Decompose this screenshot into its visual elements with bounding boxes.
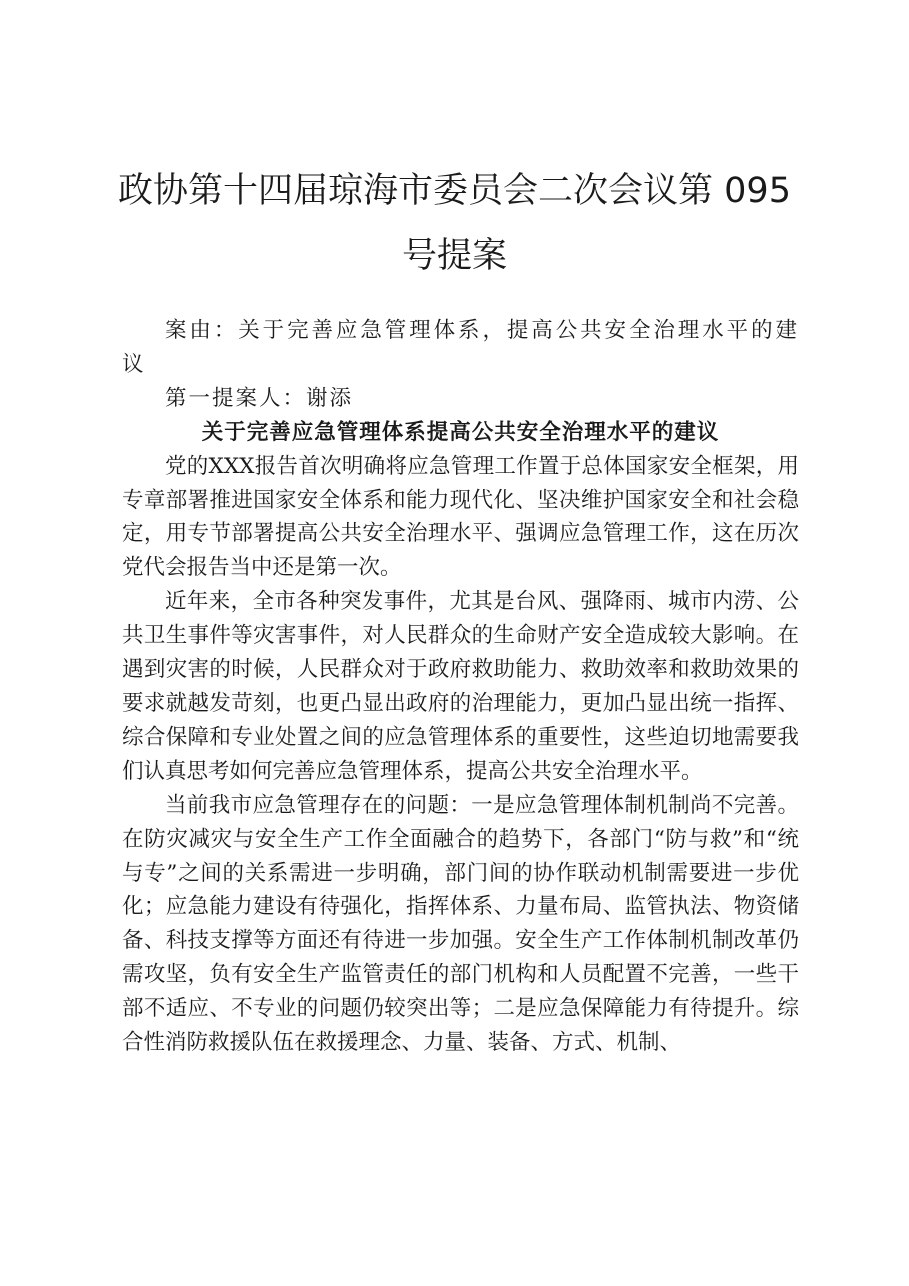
paragraph-1: 党的XXX报告首次明确将应急管理工作置于总体国家安全框架，用专章部署推进国家安全体系和能力现代化、坚决维护国家安全和社会稳定，用专节部署提高公共安全治理水平、强调应急管理工作，这在历次党代会报告当中还是第一次。: [122, 453, 799, 581]
paragraph-3: 当前我市应急管理存在的问题：一是应急管理体制机制尚不完善。在防灾减灾与安全生产工作全面融合的趋势下，各部门“防与救”和“统与专”之间的关系需进一步明确，部门间的协作联动机制需要进一步优化；应急能力建设有待强化，指挥体系、力量布局、监管执法、物资储备、科技支撑等方面还有待进一步加强。安全生产工作体制机制改革仍需攻坚，负有安全生产监管责任的部门机构和人员配置不完善，一些干部不适应、不专业的问题仍较突出等；二是应急保障能力有待提升。综合性消防救援队伍在救援理念、力量、装备、方式、机制、: [122, 792, 799, 1056]
paragraph-2: 近年来，全市各种突发事件，尤其是台风、强降雨、城市内涝、公共卫生事件等灾害事件，对人民群众的生命财产安全造成较大影响。在遇到灾害的时候，人民群众对于政府救助能力、救助效率和救助效果的要求就越发苛刻，也更凸显出政府的治理能力，更加凸显出统一指挥、综合保障和专业处置之间的应急管理体系的重要性，这些迫切地需要我们认真思考如何完善应急管理体系，提高公共安全治理水平。: [122, 589, 799, 784]
proposal-subtitle: 关于完善应急管理体系提高公共安全治理水平的建议: [201, 419, 720, 445]
document-title-line1: 政协第十四届琼海市委员会二次会议第 095: [118, 171, 791, 211]
proposal-reason: 案由：关于完善应急管理体系，提高公共安全治理水平的建议: [122, 318, 799, 377]
first-proposer: 第一提案人：谢添: [165, 385, 354, 411]
document-body: [122, 314, 799, 1060]
document-title-line2: 号提案: [401, 236, 507, 276]
